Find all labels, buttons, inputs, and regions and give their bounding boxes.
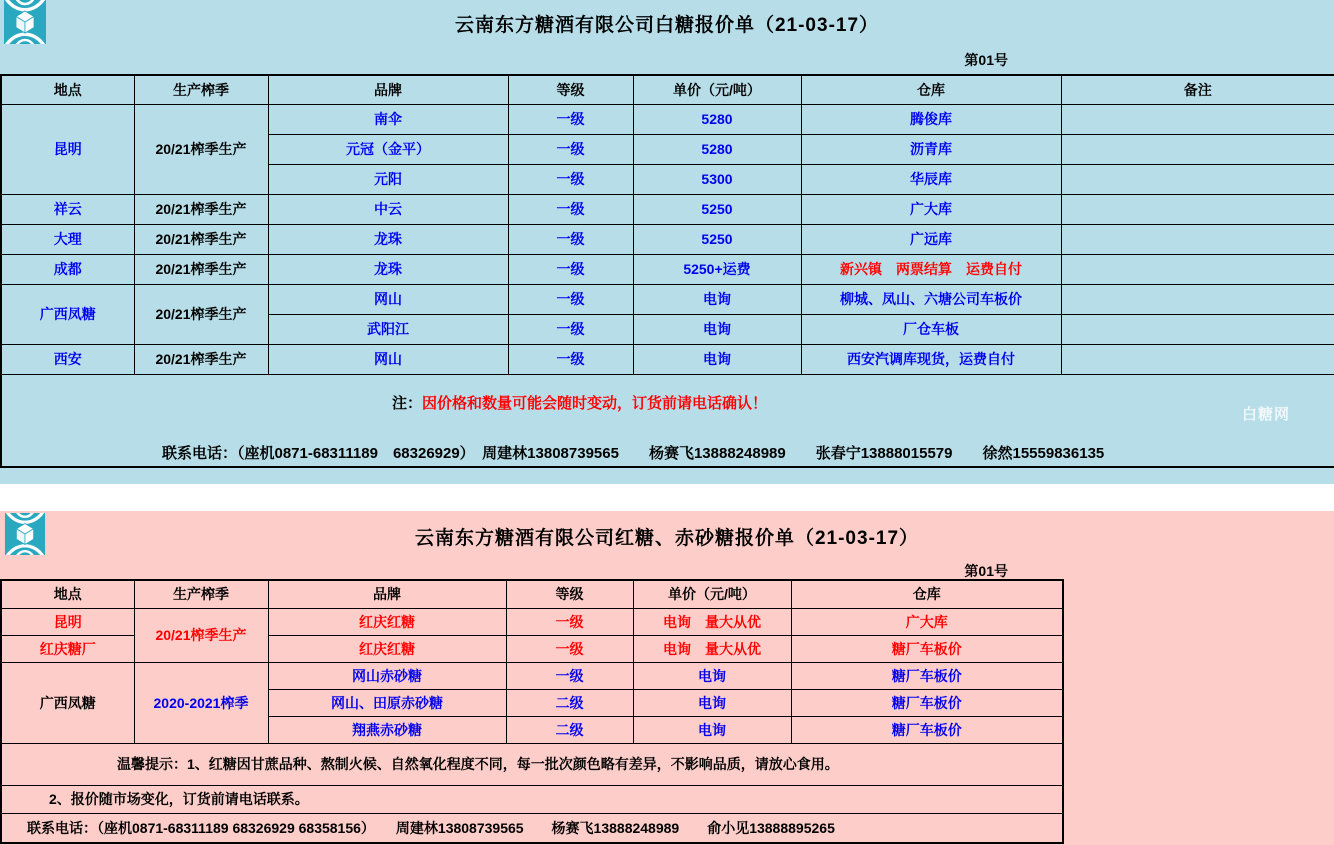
price-cell: 电询 — [633, 284, 801, 314]
col-header-warehouse: 仓库 — [801, 75, 1061, 104]
remark-cell — [1061, 194, 1334, 224]
white-sugar-table — [0, 74, 1334, 468]
price-cell: 5250 — [633, 224, 801, 254]
price-cell: 电询 — [633, 314, 801, 344]
brand-cell: 翔燕赤砂糖 — [268, 716, 506, 743]
brand-cell: 红庆红糖 — [268, 608, 506, 635]
col-header-brand: 品牌 — [268, 75, 508, 104]
location-cell: 昆明 — [1, 608, 134, 635]
table-row — [1, 224, 1334, 254]
warehouse-cell: 厂仓车板 — [801, 314, 1061, 344]
warehouse-cell: 糖厂车板价 — [791, 635, 1063, 662]
location-cell: 昆明 — [1, 104, 134, 194]
table-row — [1, 662, 1063, 689]
remark-cell — [1061, 344, 1334, 374]
table-row — [1, 104, 1334, 134]
price-cell: 电询 — [633, 716, 791, 743]
warehouse-cell: 沥青库 — [801, 134, 1061, 164]
col-header-season: 生产榨季 — [134, 580, 268, 608]
warehouse-cell: 柳城、凤山、六塘公司车板价 — [801, 284, 1061, 314]
remark-cell — [1061, 224, 1334, 254]
col-header-location: 地点 — [1, 75, 134, 104]
season-cell: 20/21榨季生产 — [134, 344, 268, 374]
table-row — [1, 254, 1334, 284]
table-row — [1, 608, 1063, 635]
price-cell: 电询 — [633, 689, 791, 716]
tip-row — [1, 743, 1063, 785]
price-cell: 电询 — [633, 344, 801, 374]
remark-cell — [1061, 164, 1334, 194]
remark-cell — [1061, 314, 1334, 344]
price-cell: 5250+运费 — [633, 254, 801, 284]
brand-cell: 网山 — [268, 344, 508, 374]
grade-cell: 一级 — [508, 314, 633, 344]
warehouse-cell: 广大库 — [791, 608, 1063, 635]
brand-cell: 武阳江 — [268, 314, 508, 344]
season-cell: 20/21榨季生产 — [134, 224, 268, 254]
brand-cell: 元冠（金平） — [268, 134, 508, 164]
table-row — [1, 344, 1334, 374]
brand-cell: 红庆红糖 — [268, 635, 506, 662]
grade-cell: 一级 — [508, 254, 633, 284]
price-cell: 5280 — [633, 104, 801, 134]
brand-cell: 龙珠 — [268, 254, 508, 284]
brand-cell: 元阳 — [268, 164, 508, 194]
grade-cell: 一级 — [508, 224, 633, 254]
sheet-number: 第01号 — [964, 563, 1008, 579]
col-header-location: 地点 — [1, 580, 134, 608]
remark-cell — [1061, 134, 1334, 164]
brown-sugar-table — [0, 579, 1064, 844]
remark-cell — [1061, 254, 1334, 284]
location-cell: 西安 — [1, 344, 134, 374]
warehouse-cell: 糖厂车板价 — [791, 662, 1063, 689]
grade-cell: 一级 — [508, 164, 633, 194]
grade-cell: 一级 — [506, 635, 633, 662]
remark-cell — [1061, 284, 1334, 314]
col-header-grade: 等级 — [508, 75, 633, 104]
warehouse-cell: 新兴镇 两票结算 运费自付 — [801, 254, 1061, 284]
brand-cell: 网山 — [268, 284, 508, 314]
brand-cell: 龙珠 — [268, 224, 508, 254]
tip-row — [1, 785, 1063, 813]
sheet-number: 第01号 — [964, 52, 1008, 68]
season-cell: 20/21榨季生产 — [134, 284, 268, 344]
warehouse-cell: 糖厂车板价 — [791, 716, 1063, 743]
grade-cell: 一级 — [508, 344, 633, 374]
grade-cell: 一级 — [508, 104, 633, 134]
season-cell: 20/21榨季生产 — [134, 194, 268, 224]
col-header-remark: 备注 — [1061, 75, 1334, 104]
grade-cell: 一级 — [508, 194, 633, 224]
col-header-price: 单价（元/吨） — [633, 75, 801, 104]
tip-line-2: 2、报价随市场变化，订货前请电话联系。 — [1, 785, 1063, 813]
notes-cell — [1, 374, 1334, 467]
location-cell: 成都 — [1, 254, 134, 284]
header-row — [1, 75, 1334, 104]
price-cell: 5280 — [633, 134, 801, 164]
note-label: 注： — [392, 394, 423, 412]
location-cell: 祥云 — [1, 194, 134, 224]
grade-cell: 二级 — [506, 689, 633, 716]
watermark: 白糖网 — [1242, 406, 1291, 423]
page-title: 云南东方糖酒有限公司红糖、赤砂糖报价单（21-03-17） — [414, 528, 920, 549]
remark-cell — [1061, 104, 1334, 134]
col-header-season: 生产榨季 — [134, 75, 268, 104]
warehouse-cell: 西安汽调库现货，运费自付 — [801, 344, 1061, 374]
price-cell: 电询 量大从优 — [633, 608, 791, 635]
notes-row — [1, 374, 1334, 467]
price-cell: 电询 — [633, 662, 791, 689]
price-cell: 5250 — [633, 194, 801, 224]
season-cell: 2020-2021榨季 — [134, 662, 268, 743]
tip-line-1: 温馨提示：1、红糖因甘蔗品种、熬制火候、自然氧化程度不同，每一批次颜色略有差异，不影响品质，请放心食用。 — [1, 743, 1063, 785]
contact-line: 联系电话：（座机0871-68311189 68326929 68358156） 周建林13808739565 杨赛飞13888248989 俞小见13888895265 — [1, 813, 1063, 843]
note-text: 因价格和数量可能会随时变动，订货前请电话确认！ — [422, 394, 768, 412]
warehouse-cell: 糖厂车板价 — [791, 689, 1063, 716]
header-row — [1, 580, 1063, 608]
col-header-brand: 品牌 — [268, 580, 506, 608]
warehouse-cell: 腾俊库 — [801, 104, 1061, 134]
contact-line: 联系电话：（座机0871-68311189 68326929） 周建林13808739565 杨赛飞13888248989 张春宁13888015579 徐然15559836135 — [162, 444, 1105, 462]
brand-cell: 南伞 — [268, 104, 508, 134]
col-header-warehouse: 仓库 — [791, 580, 1063, 608]
table-row — [1, 284, 1334, 314]
table-row — [1, 194, 1334, 224]
grade-cell: 一级 — [506, 662, 633, 689]
col-header-price: 单价（元/吨） — [633, 580, 791, 608]
brand-cell: 中云 — [268, 194, 508, 224]
season-cell: 20/21榨季生产 — [134, 254, 268, 284]
brand-cell: 网山赤砂糖 — [268, 662, 506, 689]
grade-cell: 二级 — [506, 716, 633, 743]
contact-row — [1, 813, 1063, 843]
brown-sugar-sheet — [0, 511, 1334, 845]
warehouse-cell: 华辰库 — [801, 164, 1061, 194]
page-title: 云南东方糖酒有限公司白糖报价单（21-03-17） — [454, 15, 880, 36]
grade-cell: 一级 — [508, 134, 633, 164]
warehouse-cell: 广大库 — [801, 194, 1061, 224]
warehouse-cell: 广远库 — [801, 224, 1061, 254]
col-header-grade: 等级 — [506, 580, 633, 608]
note-line — [2, 392, 1334, 413]
location-cell: 红庆糖厂 — [1, 635, 134, 662]
grade-cell: 一级 — [506, 608, 633, 635]
season-cell: 20/21榨季生产 — [134, 608, 268, 662]
price-cell: 电询 量大从优 — [633, 635, 791, 662]
brand-cell: 网山、田原赤砂糖 — [268, 689, 506, 716]
price-cell: 5300 — [633, 164, 801, 194]
location-cell: 大理 — [1, 224, 134, 254]
location-cell: 广西凤糖 — [1, 284, 134, 344]
grade-cell: 一级 — [508, 284, 633, 314]
season-cell: 20/21榨季生产 — [134, 104, 268, 194]
location-cell: 广西凤糖 — [1, 662, 134, 743]
